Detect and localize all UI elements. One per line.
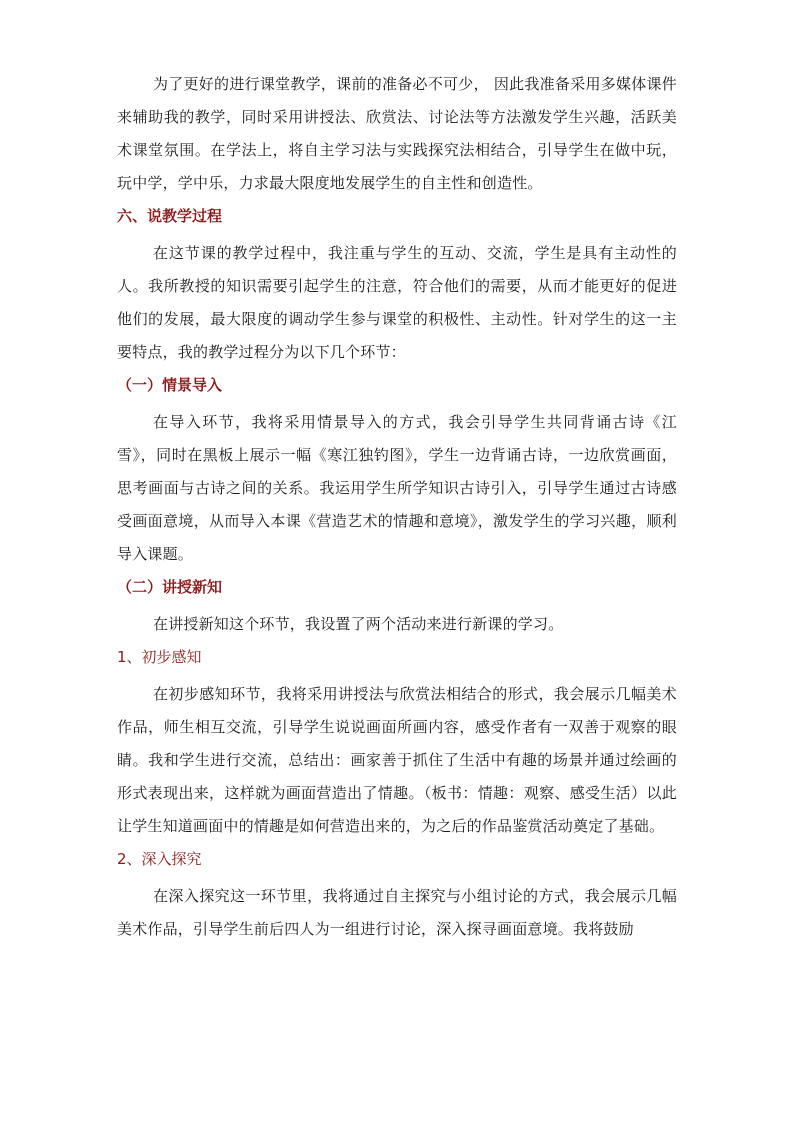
heading-initial-perception: 1、初步感知 (117, 648, 202, 666)
paragraph-teaching-methods: 为了更好的进行课堂教学，课前的准备必不可少， 因此我准备采用多媒体课件来辅助我的教学，同时采用讲授法、欣赏法、讨论法等方法激发学生兴趣，活跃美术课堂氛围。在学法上，将自主学习法与实践探究法相结合，引导学生在做中玩，玩中学，学中乐，力求最大限度地发展学生的自主性和创造性。 (117, 75, 677, 192)
paragraph-initial-perception: 在初步感知环节，我将采用讲授法与欣赏法相结合的形式，我会展示几幅美术作品，师生相互交流，引导学生说说画面所画内容，感受作者有一双善于观察的眼睛。我和学生进行交流，总结出：画家善于抓住了生活中有趣的场景并通过绘画的形式表现出来，这样就为画面营造出了情趣。（板书：情趣：观察、感受生活）以此让学生知道画面中的情趣是如何营造出来的，为之后的作品鉴赏活动奠定了基础。 (117, 685, 677, 835)
paragraph-situational-intro: 在导入环节，我将采用情景导入的方式，我会引导学生共同背诵古诗《江雪》，同时在黑板上展示一幅《寒江独钓图》，学生一边背诵古诗，一边欣赏画面，思考画面与古诗之间的关系。我运用学生所学知识古诗引入，引导学生通过古诗感受画面意境，从而导入本课《营造艺术的情趣和意境》，激发学生的学习兴趣，顺利导入课题。 (117, 413, 677, 563)
heading-new-knowledge: （二）讲授新知 (117, 578, 223, 596)
heading-teaching-process: 六、说教学过程 (117, 207, 223, 225)
paragraph-process-intro: 在这节课的教学过程中，我注重与学生的互动、交流，学生是具有主动性的人。我所教授的知识需要引起学生的注意，符合他们的需要，从而才能更好的促进他们的发展，最大限度的调动学生参与课堂的积极性、主动性。针对学生的这一主要特点，我的教学过程分为以下几个环节： (117, 244, 677, 361)
paragraph-deep-exploration: 在深入探究这一环节里，我将通过自主探究与小组讨论的方式，我会展示几幅美术作品，引导学生前后四人为一组进行讨论，深入探寻画面意境。我将鼓励 (117, 887, 677, 938)
heading-situational-intro: （一）情景导入 (117, 376, 223, 394)
paragraph-new-knowledge: 在讲授新知这个环节，我设置了两个活动来进行新课的学习。 (153, 615, 564, 633)
heading-deep-exploration: 2、深入探究 (117, 850, 202, 868)
